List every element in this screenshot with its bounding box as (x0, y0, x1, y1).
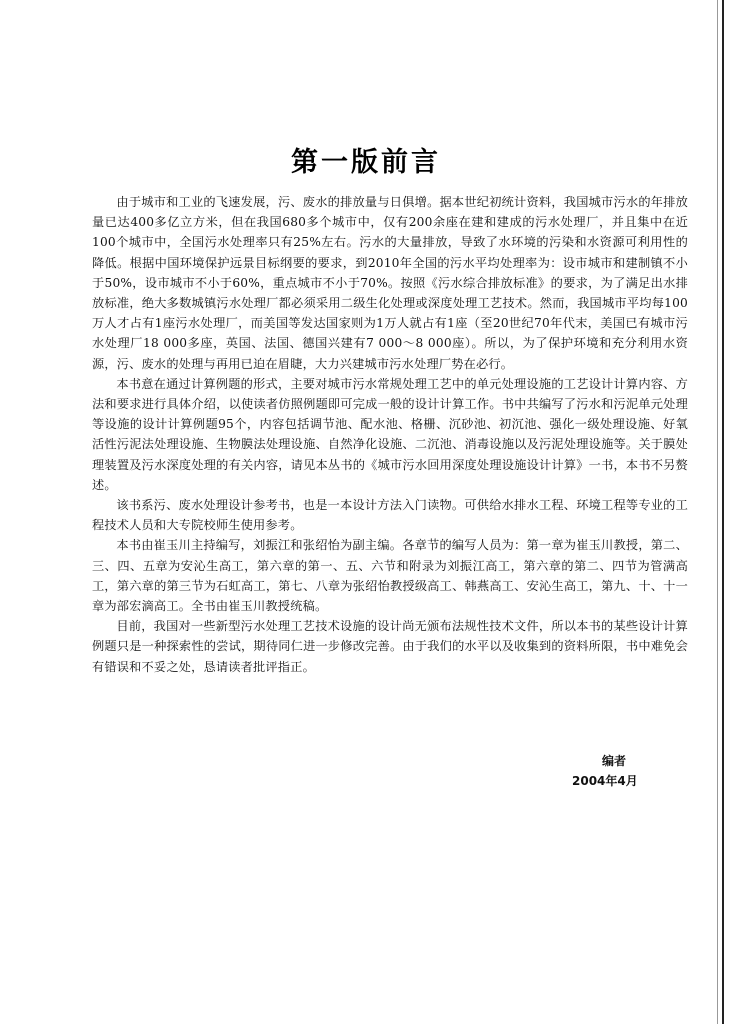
paragraph-2: 本书意在通过计算例题的形式，主要对城市污水常规处理工艺中的单元处理设施的工艺设计计算内容、方法和要求进行具体介绍，以使读者仿照例题即可完成一般的设计计算工作。书中共编写了污水和污泥单元处理等设施的设计计算例题95个，内容包括调节池、配水池、格栅、沉砂池、初沉池、强化一级处理设施、好氧活性污泥法处理设施、生物膜法处理设施、自然净化设施、二沉池、消毒设施以及污泥处理设施等。关于膜处理装置及污水深度处理的有关内容，请见本丛书的《城市污水回用深度处理设施设计计算》一书，本书不另赘述。 (92, 376, 688, 492)
preface-body (92, 192, 688, 677)
scan-edge-line (722, 0, 724, 1024)
paragraph-4: 本书由崔玉川主持编写，刘振江和张绍怡为副主编。各章节的编写人员为：第一章为崔玉川教授，第二、三、四、五章为安沁生高工，第六章的第一、五、六节和附录为刘振江高工，第六章的第二、四节为管满高工，第六章的第三节为石虹高工，第七、八章为张绍怡教授级高工、韩燕高工、安沁生高工，第九、十、十一章为部宏滴高工。全书由崔玉川教授统稿。 (92, 538, 688, 614)
paragraph-3: 该书系污、废水处理设计参考书，也是一本设计方法入门读物。可供给水排水工程、环境工程等专业的工程技术人员和大专院校师生使用参考。 (92, 498, 688, 533)
author-signature: 编者 (602, 754, 627, 768)
paragraph-5: 目前，我国对一些新型污水处理工艺技术设施的设计尚无颁布法规性技术文件，所以本书的某些设计计算例题只是一种探索性的尝试，期待同仁进一步修改完善。由于我们的水平以及收集到的资料所限，书中难免会有错误和不妥之处，恳请读者批评指正。 (92, 619, 688, 674)
scan-edge-line-faint (717, 0, 718, 1024)
publication-date: 2004年4月 (572, 774, 638, 788)
page-title: 第一版前言 (291, 147, 441, 178)
paragraph-1: 由于城市和工业的飞速发展，污、废水的排放量与日俱增。据本世纪初统计资料，我国城市污水的年排放量已达400多亿立方米，但在我国680多个城市中，仅有200余座在建和建成的污水处理厂，并且集中在近100个城市中，全国污水处理率只有25%左右。污水的大量排放，导致了水环境的污染和水资源可利用性的降低。根据中国环境保护远景目标纲要的要求，到2010年全国的污水平均处理率为：设市城市和建制镇不小于50%，设市城市不小于60%，重点城市不小于70%。按照《污水综合排放标准》的要求，为了满足出水排放标准，绝大多数城镇污水处理厂都必须采用二级生化处理或深度处理工艺技术。然而，我国城市平均每100万人才占有1座污水处理厂，而美国等发达国家则为1万人就占有1座（至20世纪70年代末，美国已有城市污水处理厂18 000多座，英国、法国、德国兴建有7 000～8 000座）。所以，为了保护环境和充分利用水资源，污、废水的处理与再用已迫在眉睫，大力兴建城市污水处理厂势在必行。 (92, 195, 688, 371)
